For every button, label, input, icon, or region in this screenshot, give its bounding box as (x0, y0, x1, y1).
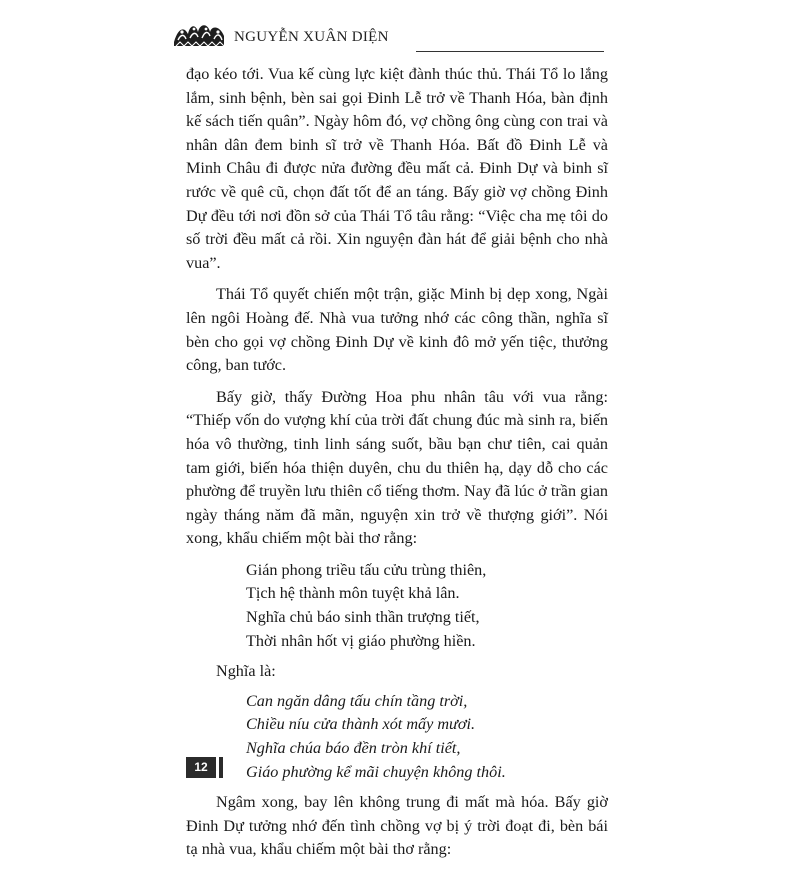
poem-line: Giáo phường kể mãi chuyện không thôi. (246, 762, 506, 781)
poem-line: Tịch hệ thành môn tuyệt khả lân. (246, 584, 460, 603)
paragraph: Ngâm xong, bay lên không trung đi mất mà hóa. Bấy giờ Đinh Dự tưởng nhớ đến tình chồng vợ bị ý trời đoạt đi, bèn bái tạ nhà vua, khẩu chiếm một bài thơ rằng: (186, 793, 608, 859)
poem-translation (246, 690, 608, 784)
poem-line: Thời nhân hốt vị giáo phường hiền. (246, 631, 476, 650)
meaning-label: Nghĩa là: (216, 662, 276, 681)
header-rule (416, 51, 604, 52)
paragraph: Bấy giờ, thấy Đường Hoa phu nhân tâu với vua rằng: “Thiếp vốn do vượng khí của trời đất chung đúc mà sinh ra, biến hóa vô thường, tinh linh sáng suốt, bầu bạn chư tiên, cai quản tam giới, biến hóa thiện duyên, chu du thiên hạ, dạy dỗ cho các phường để truyền lưu thiên cổ tiếng thơm. Nay đã lúc ở trần gian ngày tháng năm đã mãn, nguyện xin trở về thượng giới”. Nói xong, khẩu chiếm một bài thơ rằng: (186, 387, 608, 548)
poem-line: Chiều níu cửa thành xót mấy mươi. (246, 715, 476, 734)
poem-line: Nghĩa chúa báo đền tròn khí tiết, (246, 739, 461, 758)
page-number-bar (219, 757, 223, 778)
header-author: NGUYỄN XUÂN DIỆN (234, 29, 389, 45)
page-number: 12 (186, 757, 216, 778)
running-header (172, 18, 604, 52)
poem-line: Can ngăn dâng tấu chín tầng trời, (246, 691, 468, 710)
body-text (186, 63, 608, 870)
poem-line: Nghĩa chủ báo sinh thần trượng tiết, (246, 608, 480, 627)
poem-line: Gián phong triều tấu cửu trùng thiên, (246, 560, 487, 579)
poem-original (246, 559, 608, 653)
paragraph: đạo kéo tới. Vua kế cùng lực kiệt đành thúc thủ. Thái Tổ lo lắng lắm, sinh bệnh, bèn sai gọi Đinh Lễ trở về Thanh Hóa, bàn định kế sách tiến quân”. Ngày hôm đó, vợ chồng ông cùng con trai và nhân dân đem binh sĩ trở về Thanh Hóa. Bất đồ Đinh Lễ và Minh Châu đi được nửa đường đều mất cả. Đinh Dự và binh sĩ rước về quê cũ, chọn đất tốt để an táng. Bấy giờ vợ chồng Đinh Dự đều tới nơi đồn sở của Thái Tổ tâu rằng: “Việc cha mẹ tôi do số trời đều mất cả rồi. Xin nguyện đàn hát để giải bệnh cho nhà vua”. (186, 65, 608, 272)
paragraph: Thái Tổ quyết chiến một trận, giặc Minh bị dẹp xong, Ngài lên ngôi Hoàng đế. Nhà vua tưởng nhớ các công thần, nghĩa sĩ bèn cho gọi vợ chồng Đinh Dự về kinh đô mở yến tiệc, thưởng công, ban tước. (186, 285, 608, 375)
dragon-ornament-icon (172, 20, 227, 50)
